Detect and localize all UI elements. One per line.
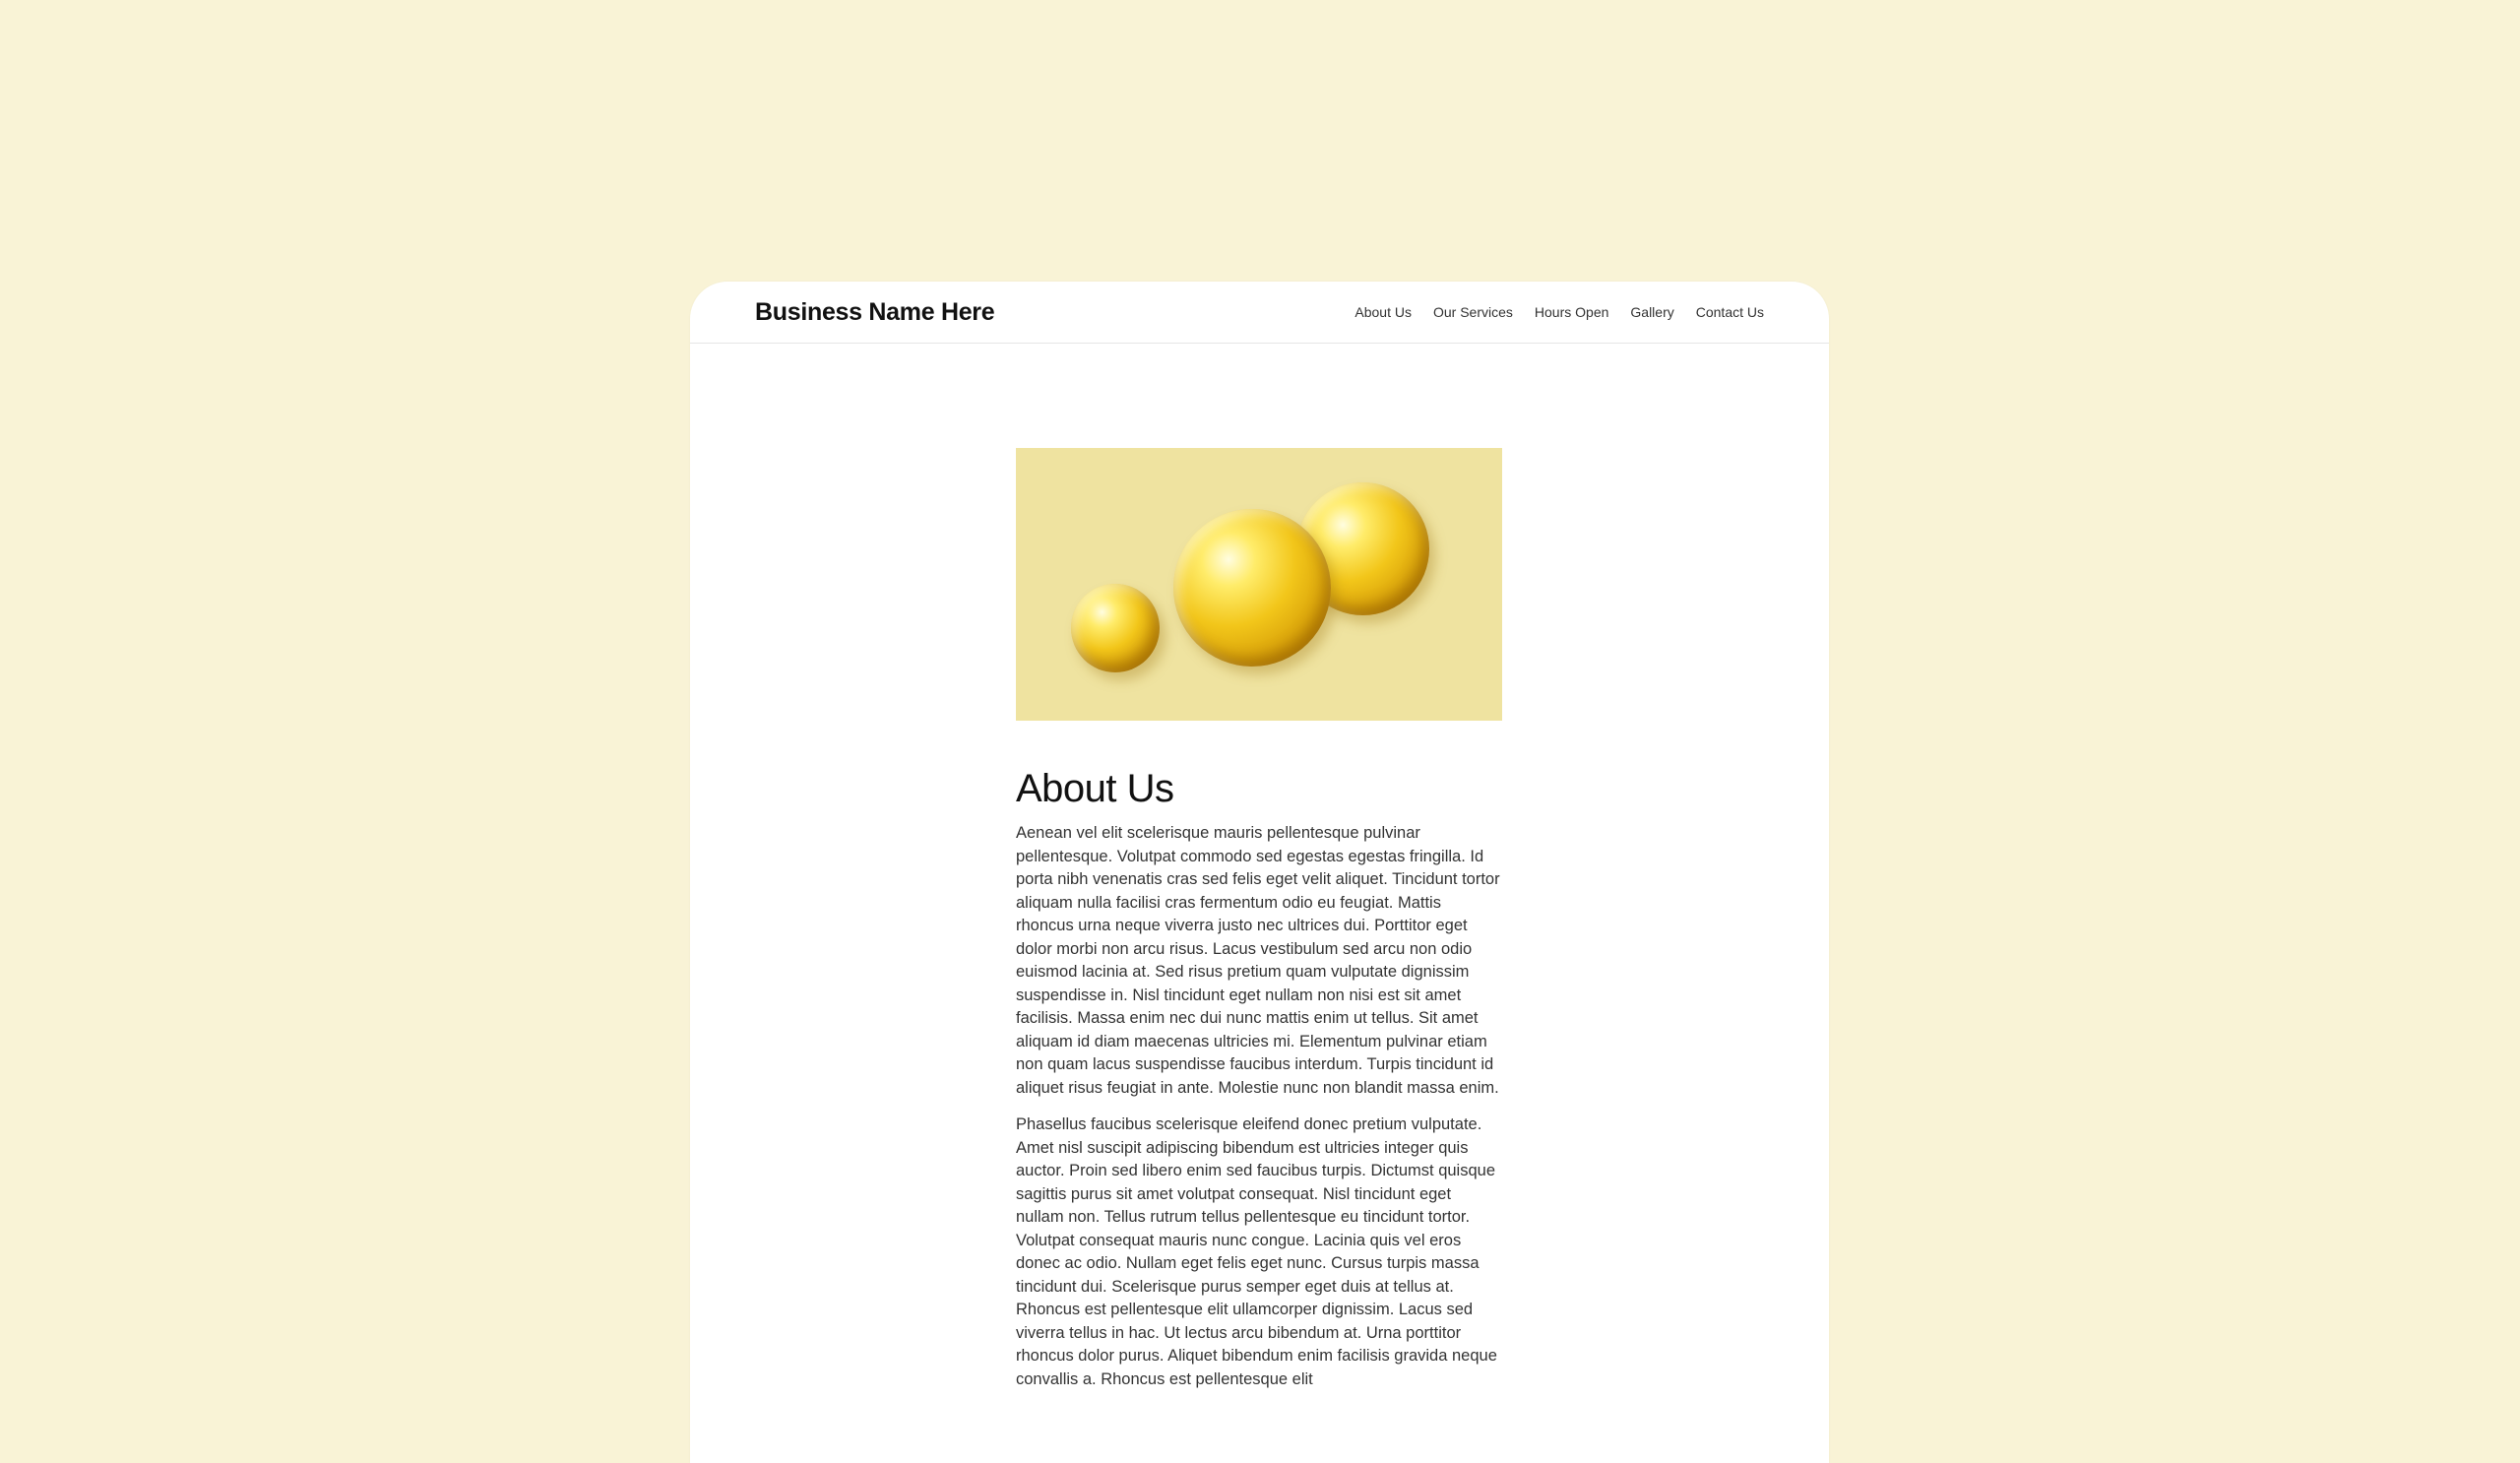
small-gold-sphere — [1071, 584, 1160, 672]
nav-gallery[interactable]: Gallery — [1630, 304, 1674, 320]
about-paragraph-1: Aenean vel elit scelerisque mauris pellentesque pulvinar pellentesque. Volutpat commodo sed egestas egestas fringilla. Id porta nibh venenatis cras sed felis eget velit aliquet. Tincidunt tortor aliquam nulla facilisi cras fermentum odio eu feugiat. Mattis rhoncus urna neque viverra justo nec ultrices dui. Porttitor eget dolor morbi non arcu risus. Lacus vestibulum sed arcu non odio euismod lacinia at. Sed risus pretium quam vulputate dignissim suspendisse in. Nisl tincidunt eget nullam non nisi est sit amet facilisis. Massa enim nec dui nunc mattis enim ut tellus. Sit amet aliquam id diam maecenas ultricies mi. Elementum pulvinar etiam non quam lacus suspendisse faucibus interdum. Turpis tincidunt id aliquet risus feugiat in ante. Molestie nunc non blandit massa enim. — [1016, 824, 1500, 1097]
nav-contact-us[interactable]: Contact Us — [1695, 304, 1764, 320]
website-card — [690, 282, 1829, 1463]
brand-name[interactable]: Business Name Here — [755, 297, 995, 326]
large-gold-sphere — [1173, 509, 1331, 667]
about-section — [1016, 448, 1502, 1405]
about-us-heading: About Us — [1016, 767, 1174, 810]
hero-image — [1016, 448, 1502, 721]
nav-about-us[interactable]: About Us — [1354, 304, 1412, 320]
nav-our-services[interactable]: Our Services — [1432, 304, 1513, 320]
site-header — [690, 282, 1829, 344]
about-paragraph-2: Phasellus faucibus scelerisque eleifend donec pretium vulputate. Amet nisl suscipit adipiscing bibendum est ultricies integer quis auctor. Proin sed libero enim sed faucibus turpis. Dictumst quisque sagittis purus sit amet volutpat consequat. Nisl tincidunt eget nullam non. Tellus rutrum tellus pellentesque eu tincidunt tortor. Volutpat consequat mauris nunc congue. Lacinia quis vel eros donec ac odio. Nullam eget felis eget nunc. Cursus turpis massa tincidunt dui. Scelerisque purus semper eget duis at tellus at. Rhoncus est pellentesque elit ullamcorper dignissim. Lacus sed viverra tellus in hac. Ut lectus arcu bibendum at. Urna porttitor rhoncus dolor purus. Aliquet bibendum enim facilisis gravida neque convallis a. Rhoncus est pellentesque elit — [1016, 1115, 1497, 1388]
nav-hours-open[interactable]: Hours Open — [1534, 304, 1609, 320]
main-nav — [1354, 304, 1764, 320]
